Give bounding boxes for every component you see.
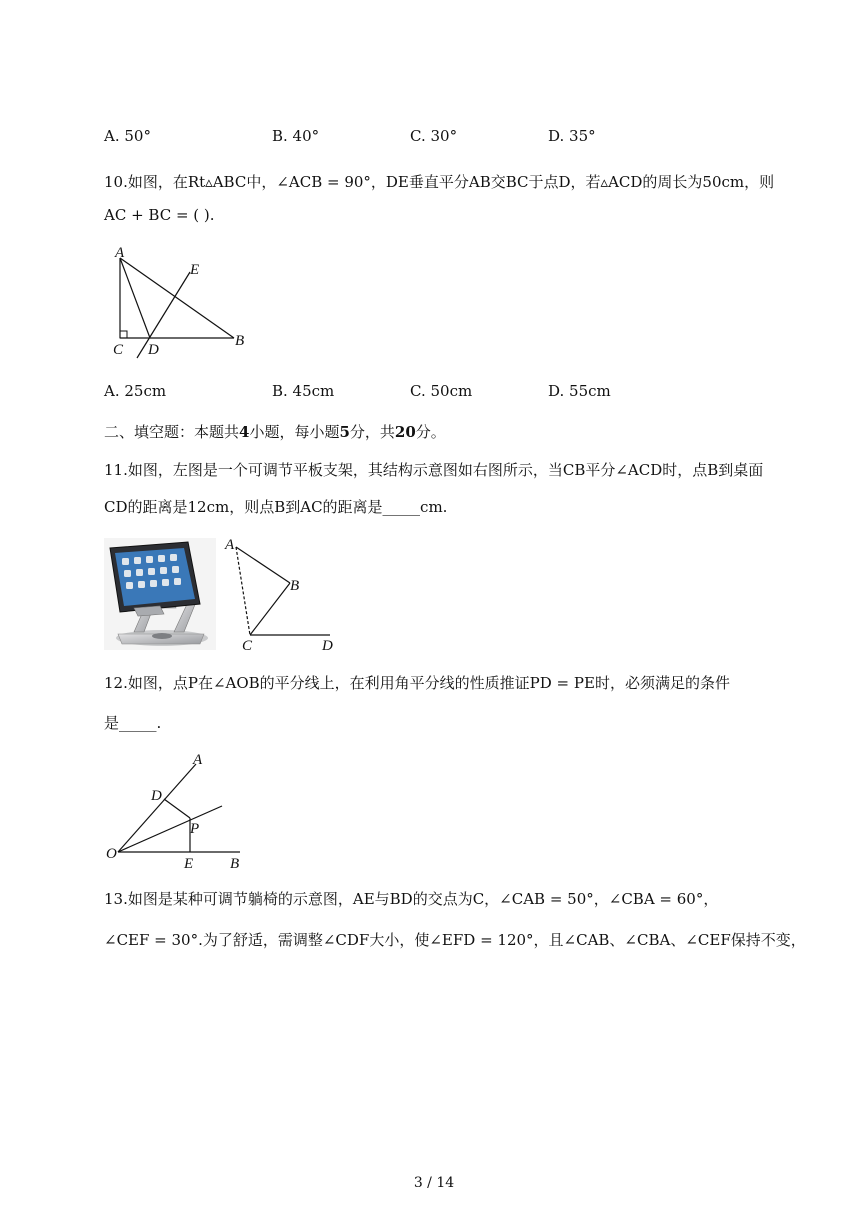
q12-text-line2: 是_____. xyxy=(104,714,162,732)
q10-option-d: D. 55cm xyxy=(548,382,611,400)
q11-label-b: B xyxy=(290,578,300,594)
q12-label-o: O xyxy=(106,846,117,862)
q10-label-a: A xyxy=(115,245,125,261)
q10-option-a: A. 25cm xyxy=(104,382,167,400)
page-number: 3 / 14 xyxy=(413,1175,455,1191)
q10-triangle-figure xyxy=(104,240,254,365)
q11-text-line2: CD的距离是12cm，则点B到AC的距离是_____cm. xyxy=(104,498,448,516)
q10-label-d: D xyxy=(148,342,159,358)
q9-option-b: B. 40° xyxy=(272,127,320,145)
q12-text-line1: 12.如图，点P在∠AOB的平分线上，在利用角平分线的性质推证PD = PE时，必须满足的条件 xyxy=(104,674,730,692)
q10-option-b: B. 45cm xyxy=(272,382,335,400)
q13-text-line1: 13.如图是某种可调节躺椅的示意图，AE与BD的交点为C，∠CAB = 50°，∠CBA = 60°， xyxy=(104,890,719,908)
q12-angle-bisector-figure xyxy=(104,748,254,873)
q13-text-line2: ∠CEF = 30°.为了舒适，需调整∠CDF大小，使∠EFD = 120°，且∠CAB、∠CBA、∠CEF保持不变， xyxy=(104,931,806,949)
q10-text-line2: AC + BC = ( ). xyxy=(104,206,215,224)
q12-label-p: P xyxy=(190,821,200,837)
q11-text-line1: 11.如图，左图是一个可调节平板支架，其结构示意图如右图所示，当CB平分∠ACD时，点B到桌面 xyxy=(104,461,764,479)
q9-option-a: A. 50° xyxy=(104,127,151,145)
q12-label-a: A xyxy=(193,752,203,768)
q10-text-line1: 10.如图，在Rt▵ABC中，∠ACB = 90°，DE垂直平分AB交BC于点D，若▵ACD的周长为50cm，则 xyxy=(104,173,775,191)
q10-label-e: E xyxy=(190,262,200,278)
q9-option-d: D. 35° xyxy=(548,127,596,145)
tablet-stand-photo xyxy=(104,538,216,650)
q11-stand-diagram xyxy=(224,535,344,655)
section-2-heading: 二、填空题：本题共4小题，每小题5分，共20分。 xyxy=(104,423,446,441)
q11-label-d: D xyxy=(322,638,333,654)
q10-label-b: B xyxy=(235,333,245,349)
q10-label-c: C xyxy=(113,342,124,358)
q9-option-c: C. 30° xyxy=(410,127,458,145)
q11-label-a: A xyxy=(225,537,235,553)
q12-label-d: D xyxy=(151,788,162,804)
q10-option-c: C. 50cm xyxy=(410,382,473,400)
q11-label-c: C xyxy=(242,638,253,654)
q12-label-e: E xyxy=(184,856,194,872)
q12-label-b: B xyxy=(230,856,240,872)
